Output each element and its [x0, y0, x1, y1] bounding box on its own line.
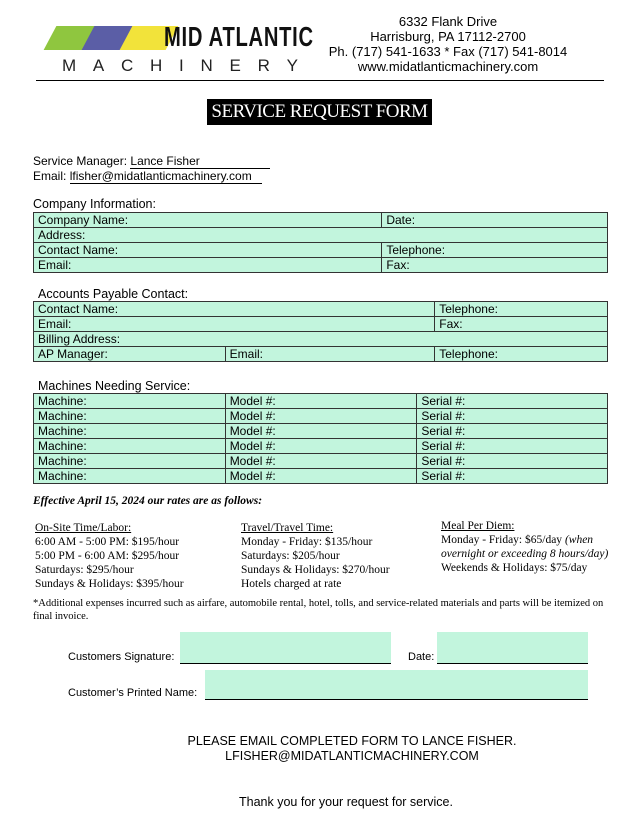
company-address-field[interactable]: Address: [34, 228, 608, 243]
logo-subtitle: M A C H I N E R Y [62, 56, 298, 75]
machine-row [34, 424, 608, 439]
serial-field[interactable]: Serial #: [417, 424, 608, 439]
machine-field[interactable]: Machine: [34, 454, 226, 469]
travel-rate: Saturdays: $205/hour [241, 550, 340, 562]
service-manager-row [33, 154, 270, 169]
serial-field[interactable]: Serial #: [417, 454, 608, 469]
company-section-label: Company Information: [33, 197, 156, 211]
signature-label: Customers Signature: [68, 651, 175, 663]
meal-weekend-rate: Weekends & Holidays: $75/day [441, 562, 588, 574]
company-email-field[interactable]: Email: [34, 258, 382, 273]
company-logo [40, 21, 314, 78]
address-city: Harrisburg, PA 17112-2700 [370, 29, 526, 44]
model-field[interactable]: Model #: [225, 424, 417, 439]
onsite-rates [35, 521, 235, 591]
form-title: SERVICE REQUEST FORM [207, 99, 432, 125]
ap-contact-field[interactable]: Contact Name: [34, 302, 435, 317]
machine-field[interactable]: Machine: [34, 439, 226, 454]
meal-heading: Meal Per Diem: [441, 520, 515, 532]
signature-date-line [437, 663, 588, 664]
model-field[interactable]: Model #: [225, 409, 417, 424]
machine-field[interactable]: Machine: [34, 394, 226, 409]
ap-fax-field[interactable]: Fax: [435, 317, 608, 332]
meal-weekday-rate: Monday - Friday: $65/day (when [441, 534, 594, 546]
model-field[interactable]: Model #: [225, 394, 417, 409]
onsite-heading: On-Site Time/Labor: [35, 522, 132, 534]
thank-you-message: Thank you for your request for service. [239, 795, 453, 809]
service-manager-name: Lance Fisher [130, 154, 270, 169]
company-fax-field[interactable]: Fax: [382, 258, 608, 273]
rates-footnote: *Additional expenses incurred such as airfare, automobile rental, hotel, tolls, and service-related materials and parts will be itemized on final invoice. [33, 598, 604, 622]
machine-row [34, 394, 608, 409]
machine-row [34, 454, 608, 469]
meal-weekday-note: overnight or exceeding 8 hours/day) [441, 548, 609, 560]
machine-row [34, 409, 608, 424]
manager-email-label: Email: [33, 169, 67, 183]
machine-row [34, 439, 608, 454]
header-divider [36, 80, 604, 81]
company-info-table [33, 212, 608, 273]
printed-name-line [205, 699, 588, 700]
serial-field[interactable]: Serial #: [417, 469, 608, 484]
onsite-rate: Sundays & Holidays: $395/hour [35, 578, 184, 590]
ap-manager-field[interactable]: AP Manager: [34, 347, 226, 362]
company-address [328, 14, 568, 74]
onsite-rate: 6:00 AM - 5:00 PM: $195/hour [35, 536, 180, 548]
company-date-field[interactable]: Date: [382, 213, 608, 228]
ap-manager-email-field[interactable]: Email: [225, 347, 435, 362]
model-field[interactable]: Model #: [225, 439, 417, 454]
travel-rate: Monday - Friday: $135/hour [241, 536, 373, 548]
signature-line [180, 663, 391, 664]
email-instruction-address[interactable]: LFISHER@MIDATLANTICMACHINERY.COM [225, 749, 479, 763]
manager-email[interactable]: lfisher@midatlanticmachinery.com [70, 169, 262, 184]
serial-field[interactable]: Serial #: [417, 439, 608, 454]
signature-date-label: Date: [408, 651, 435, 663]
travel-rate: Sundays & Holidays: $270/hour [241, 564, 390, 576]
printed-name-field[interactable] [205, 670, 588, 699]
serial-field[interactable]: Serial #: [417, 394, 608, 409]
email-instructions [0, 734, 640, 764]
serial-field[interactable]: Serial #: [417, 409, 608, 424]
phone-fax: Ph. (717) 541-1633 * Fax (717) 541-8014 [328, 44, 568, 59]
ap-manager-telephone-field[interactable]: Telephone: [435, 347, 608, 362]
machine-field[interactable]: Machine: [34, 424, 226, 439]
signature-date-field[interactable] [437, 632, 588, 663]
travel-heading: Travel/Travel Time: [241, 522, 334, 534]
logo-title: MID ATLANTIC [164, 21, 314, 52]
email-instruction-line: PLEASE EMAIL COMPLETED FORM TO LANCE FISHER. [187, 734, 517, 748]
machines-table [33, 393, 608, 484]
accounts-section-label: Accounts Payable Contact: [38, 287, 189, 301]
onsite-rate: Saturdays: $295/hour [35, 564, 134, 576]
meal-rates [441, 519, 621, 575]
accounts-payable-table [33, 301, 608, 362]
travel-rate: Hotels charged at rate [241, 578, 342, 590]
company-telephone-field[interactable]: Telephone: [382, 243, 608, 258]
ap-email-field[interactable]: Email: [34, 317, 435, 332]
model-field[interactable]: Model #: [225, 454, 417, 469]
service-manager-label: Service Manager: [33, 154, 128, 168]
onsite-rate: 5:00 PM - 6:00 AM: $295/hour [35, 550, 180, 562]
machines-section-label: Machines Needing Service: [38, 379, 191, 393]
website[interactable]: www.midatlanticmachinery.com [357, 59, 539, 74]
address-street: 6332 Flank Drive [398, 14, 498, 29]
manager-email-row [33, 169, 262, 184]
company-contact-field[interactable]: Contact Name: [34, 243, 382, 258]
machine-field[interactable]: Machine: [34, 409, 226, 424]
model-field[interactable]: Model #: [225, 469, 417, 484]
travel-rates [241, 521, 431, 591]
machine-row [34, 469, 608, 484]
machine-field[interactable]: Machine: [34, 469, 226, 484]
signature-field[interactable] [180, 632, 391, 663]
company-name-field[interactable]: Company Name: [34, 213, 382, 228]
printed-name-label: Customer’s Printed Name: [68, 687, 198, 699]
ap-billing-field[interactable]: Billing Address: [34, 332, 608, 347]
rates-effective: Effective April 15, 2024 our rates are as follows: [33, 495, 263, 507]
ap-telephone-field[interactable]: Telephone: [435, 302, 608, 317]
